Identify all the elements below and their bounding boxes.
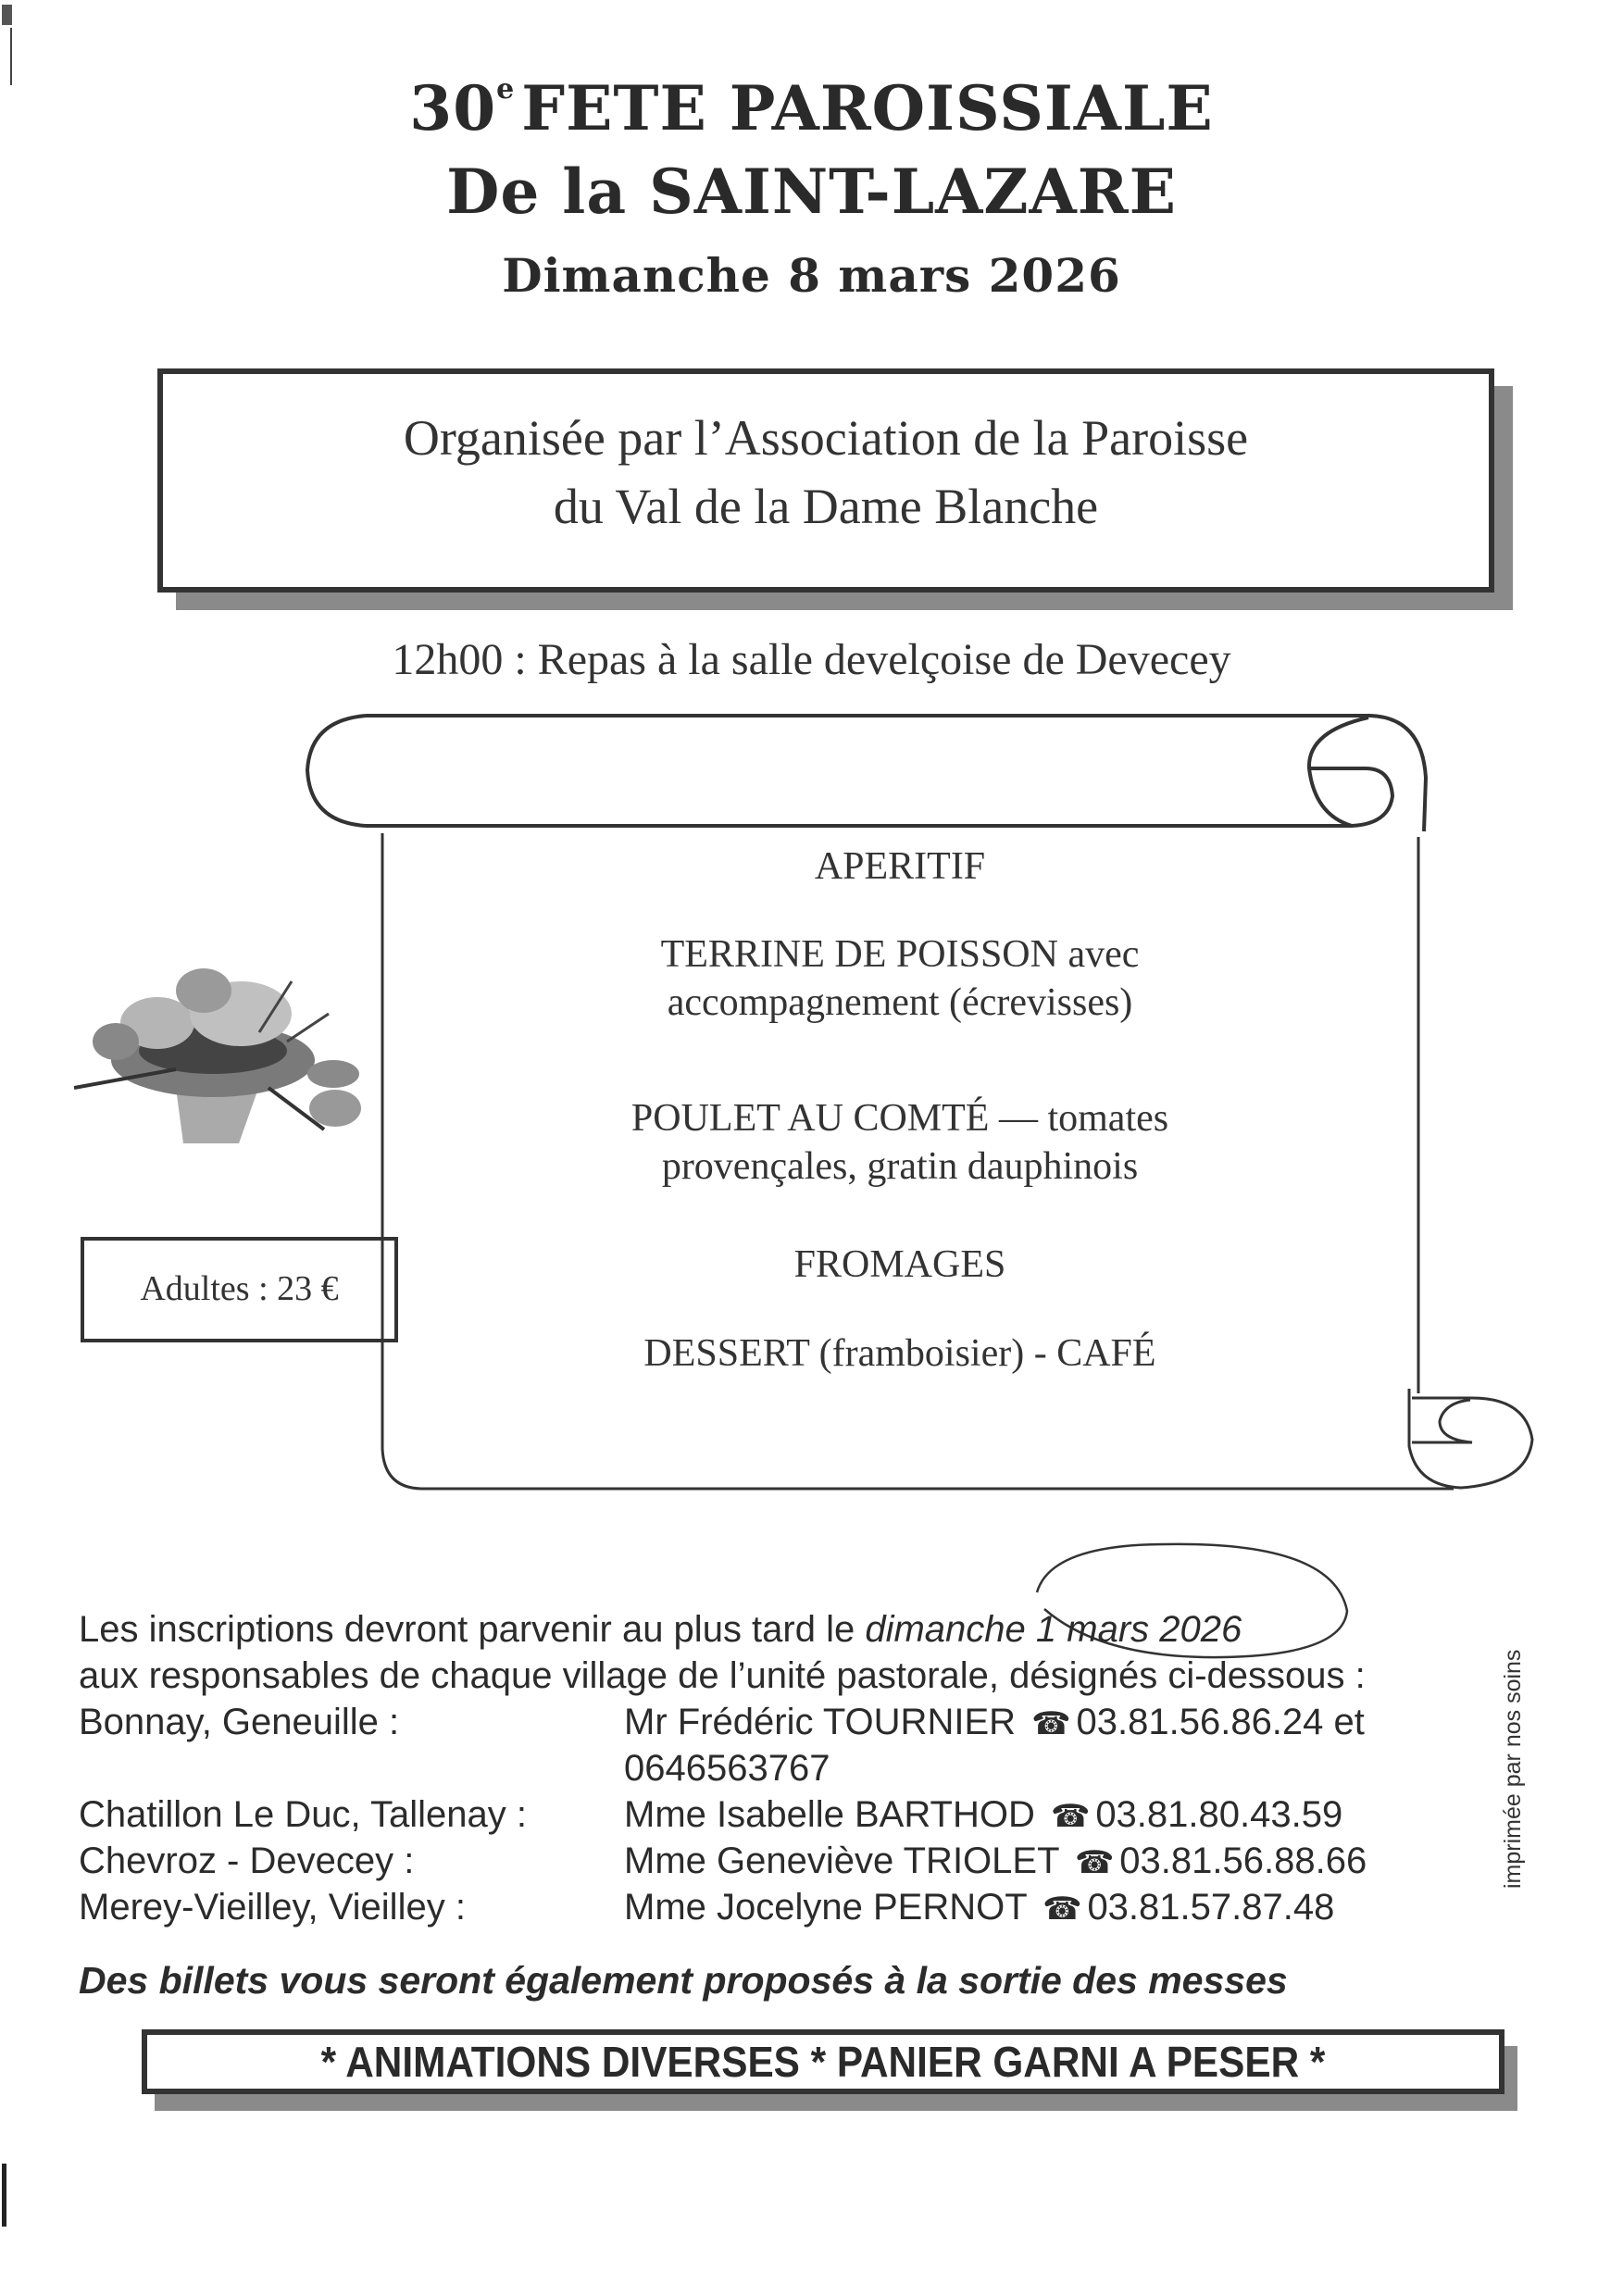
scroll-bottom-curl xyxy=(1409,1389,1532,1488)
telephone-icon: ☎ xyxy=(1050,1799,1091,1834)
contact-villages: Merey-Vieilley, Vieilley : xyxy=(79,1887,466,1928)
telephone-icon: ☎ xyxy=(1031,1706,1071,1741)
contact-name: Mme Isabelle BARTHOD xyxy=(624,1794,1035,1835)
menu-item-line: provençales, gratin dauphinois xyxy=(661,1145,1139,1188)
animations-banner xyxy=(142,2029,1504,2094)
scroll-top-roll-left xyxy=(307,716,366,826)
contact-entry xyxy=(624,1884,1334,1932)
telephone-icon: ☎ xyxy=(1074,1845,1115,1880)
menu-item-aperitif xyxy=(381,842,1418,891)
flower-basket-icon xyxy=(74,968,361,1143)
contact-villages: Chatillon Le Duc, Tallenay : xyxy=(79,1794,527,1835)
scroll-top-roll xyxy=(366,716,1426,831)
contact-entry xyxy=(624,1838,1367,1886)
contact-entry xyxy=(624,1791,1342,1840)
menu-item-line: POULET AU COMTÉ — tomates xyxy=(630,1097,1169,1140)
contact-phone: 03.81.57.87.48 xyxy=(1087,1887,1335,1928)
contact-name: Mr Frédéric TOURNIER xyxy=(624,1702,1017,1742)
event-date: Dimanche 8 mars 2026 xyxy=(502,248,1121,303)
menu-item-line: accompagnement (écrevisses) xyxy=(667,981,1133,1024)
contact-phone: 03.81.80.43.59 xyxy=(1095,1794,1343,1835)
contact-villages: Chevroz - Devecey : xyxy=(79,1841,415,1881)
contact-name: Mme Geneviève TRIOLET xyxy=(624,1841,1059,1881)
contact-villages: Bonnay, Geneuille : xyxy=(79,1702,400,1742)
printed-by-note: imprimée par nos soins xyxy=(1500,1649,1526,1889)
registration-intro-2: aux responsables de chaque village de l’unité pastorale, désignés ci-dessous : xyxy=(79,1655,1366,1696)
registration-intro-prefix: Les inscriptions devront parvenir au plus tard le xyxy=(79,1609,866,1650)
telephone-icon: ☎ xyxy=(1042,1891,1082,1927)
menu-item-line: TERRINE DE POISSON avec xyxy=(660,933,1140,976)
tickets-note: Des billets vous seront également proposés à la sortie des messes xyxy=(79,1959,1288,2002)
edition-suffix: e xyxy=(496,73,515,106)
scroll-top-curl xyxy=(1309,718,1392,826)
menu-item-line: DESSERT (framboisier) - CAFÉ xyxy=(643,1332,1156,1375)
scroll-bottom-curl-inner xyxy=(1412,1400,1472,1442)
price-box xyxy=(81,1237,398,1342)
adult-price: Adultes : 23 € xyxy=(140,1269,339,1308)
contact-name: Mme Jocelyne PERNOT xyxy=(624,1887,1027,1928)
contact-phone: 03.81.56.86.24 et xyxy=(1076,1702,1365,1742)
registration-deadline: dimanche 1 mars 2026 xyxy=(865,1609,1242,1650)
organizer-line-1: Organisée par l’Association de la Paroisse xyxy=(403,410,1249,466)
contact-phone-2: 0646563767 xyxy=(624,1748,830,1789)
menu-item-line: FROMAGES xyxy=(793,1243,1006,1286)
contact-phone: 03.81.56.88.66 xyxy=(1119,1841,1367,1881)
title-text: FETE PAROISSIALE xyxy=(521,72,1214,144)
menu-item-terrine xyxy=(381,930,1418,1027)
menu-item-poulet xyxy=(381,1094,1418,1191)
menu-item-dessert xyxy=(381,1329,1418,1378)
contact-entry xyxy=(624,1699,1365,1747)
menu-item-line: APERITIF xyxy=(814,845,986,888)
menu-item-fromages xyxy=(381,1241,1418,1289)
meal-info: 12h00 : Repas à la salle develçoise de Devecey xyxy=(392,635,1231,684)
registration-intro-1 xyxy=(79,1606,1242,1653)
organizer-line-2: du Val de la Dame Blanche xyxy=(553,479,1099,534)
edition-number: 30 xyxy=(409,72,497,144)
title-line-2: De la SAINT-LAZARE xyxy=(446,156,1177,228)
animations-text: * ANIMATIONS DIVERSES * PANIER GARNI A PESER * xyxy=(320,2038,1326,2086)
flower-basket-image xyxy=(74,949,370,1153)
